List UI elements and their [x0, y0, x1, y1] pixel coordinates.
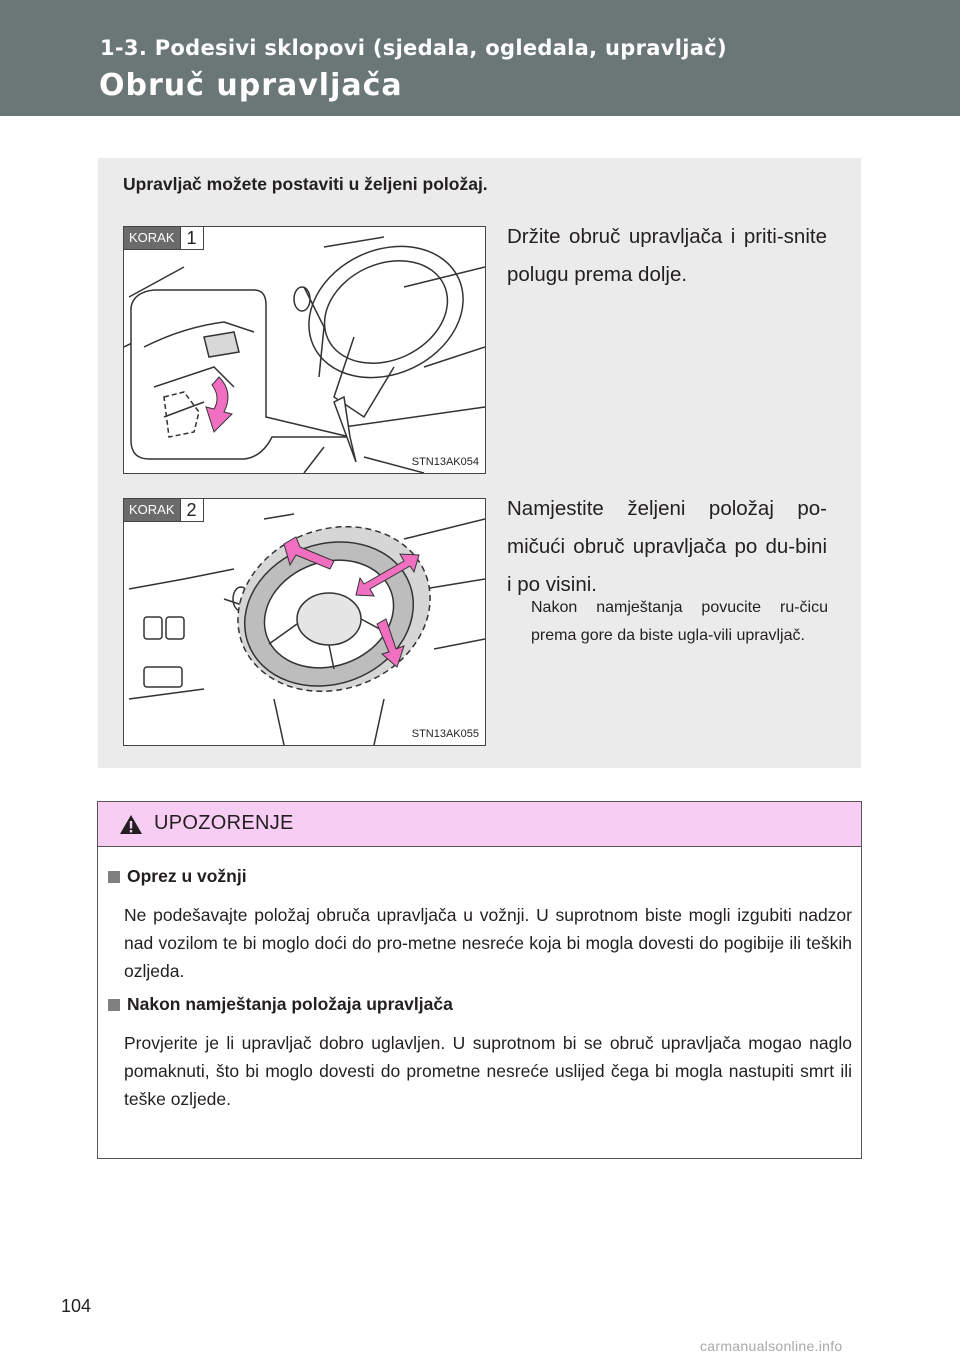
warning-box [97, 801, 862, 1159]
figure-code: STN13AK054 [411, 456, 479, 468]
step-number: 1 [180, 227, 203, 249]
warning-subheading-text: Nakon namještanja položaja upravljača [127, 994, 453, 1014]
warning-triangle-icon [119, 814, 143, 835]
steering-lever-illustration [124, 227, 485, 473]
warning-title: UPOZORENJE [154, 812, 294, 834]
warning-subheading-text: Oprez u vožnji [127, 866, 247, 886]
warning-paragraph: Provjerite je li upravljač dobro uglavljen. U suprotnom bi se obruč upravljača mogao naglo pomaknuti, što bi moglo dovesti do prometne nesreće uslijed čega bi mogla nastupiti smrt ili teške ozljede. [124, 1033, 852, 1109]
warning-subheading [108, 866, 247, 887]
step-badge-1 [124, 227, 204, 250]
square-bullet-icon [108, 871, 120, 883]
watermark-link[interactable]: carmanualsonline.info [700, 1338, 843, 1354]
step-1-text: Držite obruč upravljača i priti-snite polugu prema dolje. [507, 225, 827, 286]
step-2-text: Namjestite željeni položaj po-mičući obruč upravljača po du-bini i po visini. [507, 497, 827, 596]
page-header [0, 0, 960, 116]
step-badge-2 [124, 499, 204, 522]
procedure-intro: Upravljač možete postaviti u željeni položaj. [123, 174, 488, 194]
page-number: 104 [61, 1296, 92, 1316]
steering-adjust-illustration [124, 499, 485, 745]
step-2-note: Nakon namještanja povucite ru-čicu prema gore da biste ugla-vili upravljač. [531, 599, 828, 644]
square-bullet-icon [108, 999, 120, 1011]
step-1-illustration [123, 226, 486, 474]
section-title: 1-3. Podesivi sklopovi (sjedala, ogledala, upravljač) [100, 36, 727, 60]
step-number: 2 [180, 499, 203, 521]
figure-code: STN13AK055 [411, 728, 479, 740]
procedure-panel [98, 158, 861, 768]
warning-header [98, 802, 861, 847]
warning-subheading [108, 994, 453, 1015]
page-title: Obruč upravljača [99, 68, 403, 103]
warning-paragraph: Ne podešavajte položaj obruča upravljača u vožnji. U suprotnom biste mogli izgubiti nadzor nad vozilom te bi moglo doći do pro-metne nesreće koja bi mogla dovesti do pogibije ili teških ozljeda. [124, 905, 852, 981]
step-2-illustration [123, 498, 486, 746]
step-word: KORAK [124, 499, 180, 521]
step-word: KORAK [124, 227, 180, 249]
